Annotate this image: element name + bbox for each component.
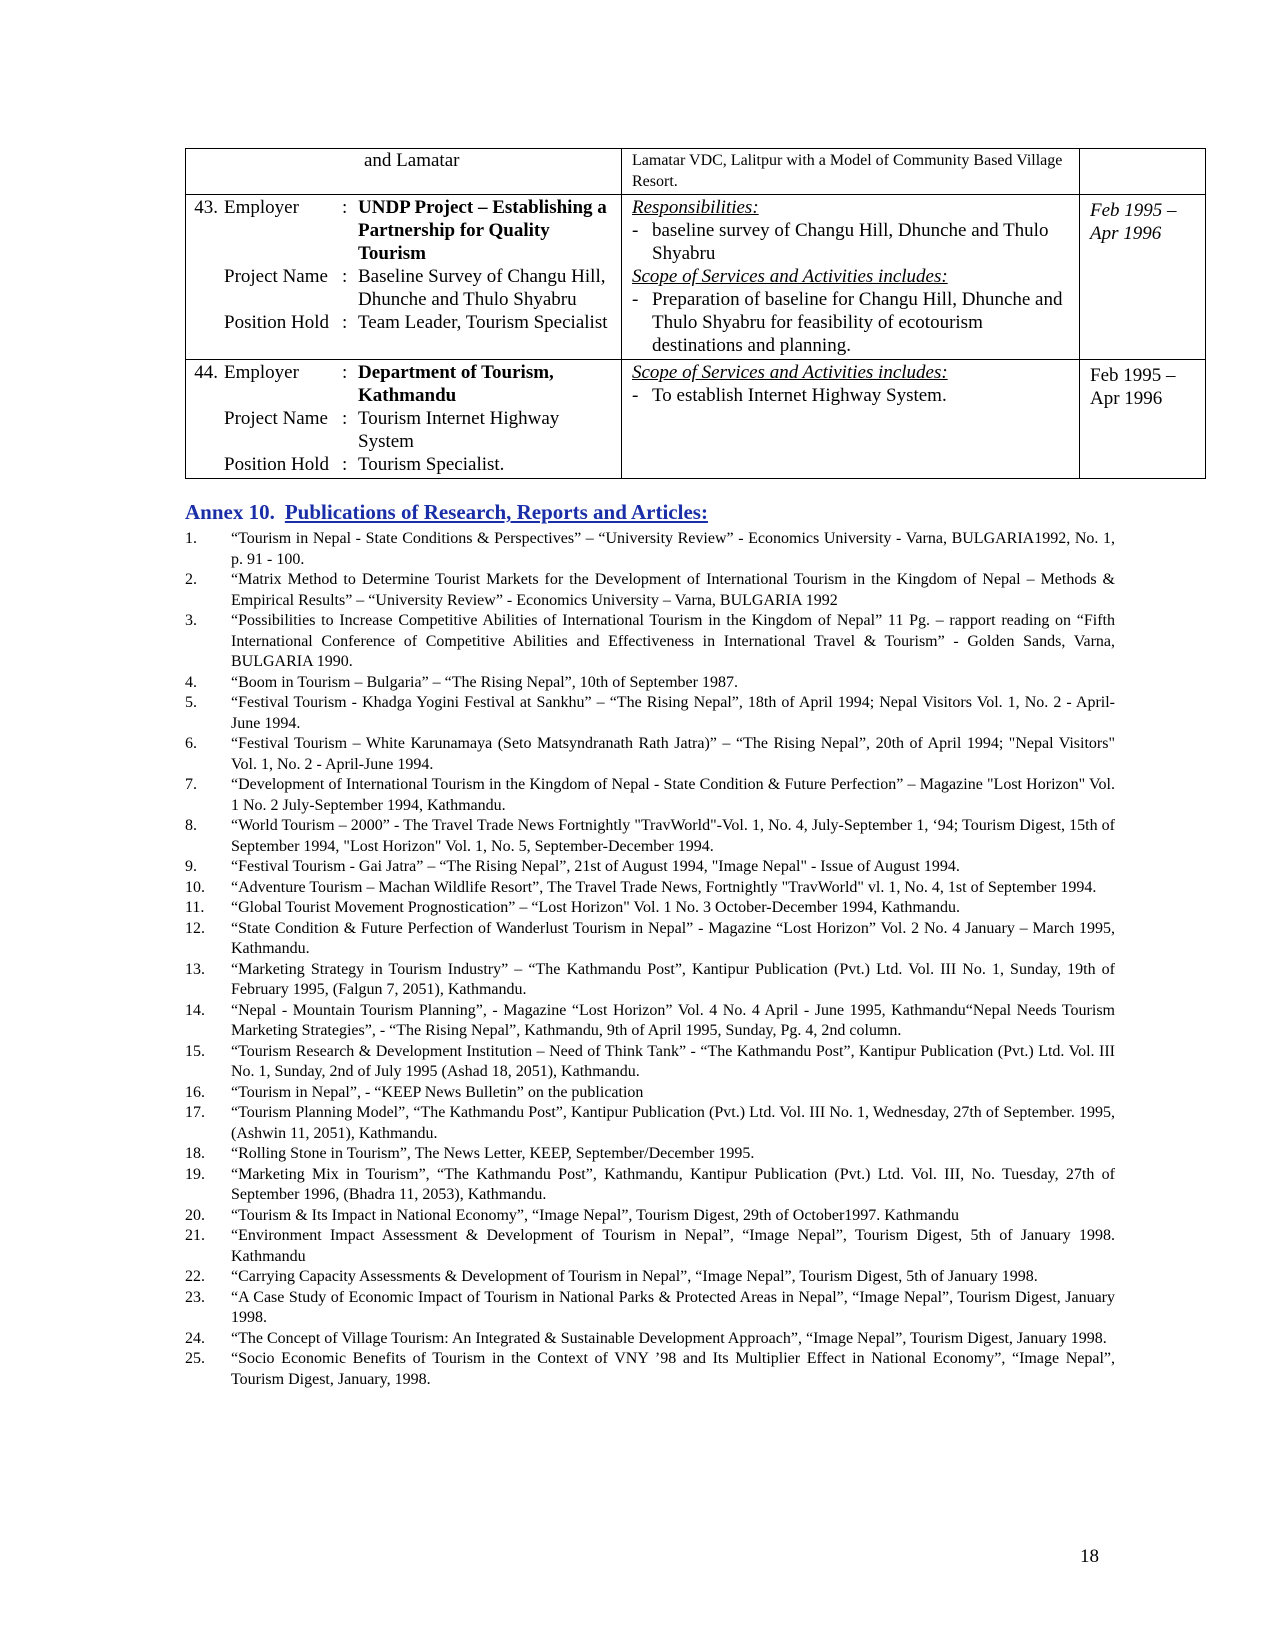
employer-label: Employer bbox=[224, 362, 299, 383]
annex-label: Annex 10. bbox=[185, 500, 275, 524]
description-block bbox=[622, 360, 1079, 409]
publication-text: “Festival Tourism - Gai Jatra” – “The Rising Nepal”, 21st of August 1994, "Image Nepal" - Issue of August 1994. bbox=[231, 858, 960, 875]
table-row bbox=[186, 149, 1206, 195]
publication-item bbox=[185, 1001, 1115, 1042]
publication-number: 25. bbox=[185, 1350, 205, 1367]
scope-text: Preparation of baseline for Changu Hill, Dhunche and Thulo Shyabru for feasibility of ecotourism destinations and planning. bbox=[652, 289, 1063, 356]
scope-heading: Scope of Services and Activities includes: bbox=[632, 362, 948, 383]
period-text: Feb 1995 – Apr 1996 bbox=[1090, 365, 1176, 409]
publication-number: 1. bbox=[185, 530, 197, 547]
publication-item bbox=[185, 1042, 1115, 1083]
publication-text: “Tourism Planning Model”, “The Kathmandu Post”, Kantipur Publication (Pvt.) Ltd. Vol. III No. 1, Wednesday, 27th of September. 1995, (Ashwin 11, 2051), Kathmandu. bbox=[231, 1104, 1115, 1142]
period-cell bbox=[1080, 195, 1206, 360]
publication-item bbox=[185, 1329, 1115, 1350]
dash-bullet: - bbox=[632, 385, 639, 406]
publication-item bbox=[185, 1103, 1115, 1144]
employer-entry bbox=[186, 195, 621, 336]
publication-number: 17. bbox=[185, 1104, 205, 1121]
project-cell bbox=[186, 149, 622, 195]
position-value: Team Leader, Tourism Specialist bbox=[358, 312, 608, 333]
project-value: Tourism Internet Highway System bbox=[358, 408, 560, 452]
publication-text: “Possibilities to Increase Competitive Abilities of International Tourism in the Kingdom of Nepal” 11 Pg. – rapport reading on “Fifth International Conference of Competitive Abilities and Effectiveness in International Travel & Tourism” - Golden Sands, Varna, BULGARIA 1990. bbox=[231, 612, 1115, 670]
publication-item bbox=[185, 1083, 1115, 1104]
employer-entry bbox=[186, 360, 621, 478]
publication-text: “Adventure Tourism – Machan Wildlife Resort”, The Travel Trade News, Fortnightly "TravWorld" vl. 1, No. 4, 1st of September 1994. bbox=[231, 878, 1097, 896]
row-number: 44. bbox=[194, 362, 218, 383]
publication-number: 13. bbox=[185, 960, 205, 978]
publication-text: “Environment Impact Assessment & Development of Tourism in Nepal”, “Image Nepal”, Tourism Digest, 5th of January 1998. Kathmandu bbox=[231, 1227, 1115, 1265]
publication-text: “Rolling Stone in Tourism”, The News Letter, KEEP, September/December 1995. bbox=[231, 1145, 755, 1162]
scope-text: To establish Internet Highway System. bbox=[652, 385, 947, 406]
publication-number: 8. bbox=[185, 817, 197, 834]
description-cell bbox=[622, 149, 1080, 195]
publication-item bbox=[185, 570, 1115, 611]
publication-item bbox=[185, 1144, 1115, 1165]
publication-text: “Festival Tourism - Khadga Yogini Festival at Sankhu” – “The Rising Nepal”, 18th of April 1994; Nepal Visitors Vol. 1, No. 2 - April-June 1994. bbox=[231, 694, 1115, 732]
publication-number: 15. bbox=[185, 1042, 205, 1060]
publication-number: 11. bbox=[185, 899, 205, 916]
publication-number: 14. bbox=[185, 1001, 205, 1019]
publication-text: “Matrix Method to Determine Tourist Markets for the Development of International Tourism in the Kingdom of Nepal – Methods & Empirical Results” – “University Review” - Economics University – Varna, BULGARIA 1992 bbox=[231, 571, 1115, 609]
employment-table bbox=[185, 148, 1206, 479]
publication-item bbox=[185, 734, 1115, 775]
publication-text: “Carrying Capacity Assessments & Development of Tourism in Nepal”, “Image Nepal”, Tourism Digest, 5th of January 1998. bbox=[231, 1268, 1038, 1285]
publication-number: 20. bbox=[185, 1206, 205, 1224]
publication-item bbox=[185, 857, 1115, 878]
row-number: 43. bbox=[194, 197, 218, 218]
publication-number: 23. bbox=[185, 1288, 205, 1306]
publication-number: 12. bbox=[185, 919, 205, 937]
colon: : bbox=[342, 362, 348, 383]
publication-text: “A Case Study of Economic Impact of Tourism in National Parks & Protected Areas in Nepal”, “Image Nepal”, Tourism Digest, January 1998. bbox=[231, 1288, 1115, 1326]
publication-number: 3. bbox=[185, 612, 197, 629]
list-item bbox=[632, 219, 1073, 265]
publication-item bbox=[185, 693, 1115, 734]
project-cell bbox=[186, 195, 622, 360]
description-block bbox=[622, 195, 1079, 359]
table-row bbox=[186, 360, 1206, 479]
description-cell bbox=[622, 360, 1080, 479]
publication-number: 10. bbox=[185, 878, 205, 896]
employer-label: Employer bbox=[224, 197, 299, 218]
scope-heading: Scope of Services and Activities includes: bbox=[632, 266, 948, 287]
publication-number: 4. bbox=[185, 673, 197, 691]
publication-number: 19. bbox=[185, 1165, 205, 1183]
publication-item bbox=[185, 1288, 1115, 1329]
publication-item bbox=[185, 1349, 1115, 1390]
dash-bullet: - bbox=[632, 220, 639, 241]
publications-list bbox=[185, 529, 1115, 1390]
publication-text: “World Tourism – 2000” - The Travel Trade News Fortnightly "TravWorld"-Vol. 1, No. 4, July-September 1, ‘94; Tourism Digest, 15th of September 1994, "Lost Horizon" Vol. 1, No. 5, September-December 1994. bbox=[231, 817, 1115, 855]
dash-bullet: - bbox=[632, 289, 639, 310]
employer-value: Department of Tourism, Kathmandu bbox=[358, 362, 554, 406]
colon: : bbox=[342, 408, 348, 429]
publication-item bbox=[185, 878, 1115, 899]
period-cell bbox=[1080, 360, 1206, 479]
publication-item bbox=[185, 1226, 1115, 1267]
publication-number: 5. bbox=[185, 694, 197, 711]
description-text: Lamatar VDC, Lalitpur with a Model of Community Based Village Resort. bbox=[632, 152, 1063, 190]
publication-text: “Marketing Mix in Tourism”, “The Kathmandu Post”, Kathmandu, Kantipur Publication (Pvt.) Ltd. Vol. III, No. Tuesday, 27th of September 1996, (Bhadra 11, 2053), Kathmandu. bbox=[231, 1165, 1115, 1203]
publication-number: 16. bbox=[185, 1083, 205, 1101]
publication-text: “Tourism in Nepal - State Conditions & Perspectives” – “University Review” - Economics University - Varna, BULGARIA1992, No. 1, p. 91 - 100. bbox=[231, 530, 1115, 568]
annex-heading bbox=[185, 500, 708, 525]
annex-title-link[interactable]: Publications of Research, Reports and Articles: bbox=[284, 500, 708, 524]
publication-item bbox=[185, 960, 1115, 1001]
project-cell bbox=[186, 360, 622, 479]
publication-item bbox=[185, 611, 1115, 673]
project-label: Project Name bbox=[224, 266, 328, 287]
project-value: Baseline Survey of Changu Hill, Dhunche and Thulo Shyabru bbox=[358, 266, 606, 310]
colon: : bbox=[342, 312, 348, 333]
publication-text: “Global Tourist Movement Prognostication” – “Lost Horizon" Vol. 1 No. 3 October-December 1994, Kathmandu. bbox=[231, 899, 960, 916]
publication-item bbox=[185, 673, 1115, 694]
publication-number: 7. bbox=[185, 776, 197, 793]
publication-number: 9. bbox=[185, 858, 197, 875]
publication-text: “Development of International Tourism in the Kingdom of Nepal - State Condition & Future Perfection” – Magazine "Lost Horizon" Vol. 1 No. 2 July-September 1994, Kathmandu. bbox=[231, 776, 1115, 814]
project-name-continuation: and Lamatar bbox=[364, 150, 460, 171]
publication-item bbox=[185, 816, 1115, 857]
employer-value: UNDP Project – Establishing a Partnership for Quality Tourism bbox=[358, 197, 607, 264]
publication-item bbox=[185, 919, 1115, 960]
page-number: 18 bbox=[1080, 1546, 1099, 1567]
publication-number: 24. bbox=[185, 1329, 205, 1347]
publication-item bbox=[185, 1206, 1115, 1227]
project-label: Project Name bbox=[224, 408, 328, 429]
publication-text: “Tourism Research & Development Institution – Need of Think Tank” - “The Kathmandu Post”, Kantipur Publication (Pvt.) Ltd. Vol. III No. 1, Sunday, 2nd of July 1995 (Ashad 18, 2051), Kathmandu. bbox=[231, 1042, 1115, 1080]
colon: : bbox=[342, 266, 348, 287]
publication-text: “Tourism & Its Impact in National Economy”, “Image Nepal”, Tourism Digest, 29th of October1997. Kathmandu bbox=[231, 1206, 959, 1224]
responsibility-text: baseline survey of Changu Hill, Dhunche and Thulo Shyabru bbox=[652, 220, 1049, 264]
publication-text: “Socio Economic Benefits of Tourism in the Context of VNY ’98 and Its Multiplier Effect in National Economy”, “Image Nepal”, Tourism Digest, January, 1998. bbox=[231, 1350, 1115, 1388]
publication-number: 22. bbox=[185, 1268, 205, 1285]
responsibilities-heading: Responsibilities: bbox=[632, 197, 759, 218]
publication-text: “Tourism in Nepal”, - “KEEP News Bulletin” on the publication bbox=[231, 1083, 644, 1101]
publication-text: “Festival Tourism – White Karunamaya (Seto Matsyndranath Rath Jatra)” – “The Rising Nepal”, 20th of April 1994; "Nepal Visitors" Vol. 1, No. 2 - April-June 1994. bbox=[231, 735, 1115, 773]
publication-item bbox=[185, 775, 1115, 816]
publication-text: “Nepal - Mountain Tourism Planning”, - Magazine “Lost Horizon” Vol. 4 No. 4 April - June 1995, Kathmandu“Nepal Needs Tourism Marketing Strategies”, - “The Rising Nepal”, Kathmandu, 9th of April 1995, Sunday, Pg. 4, 2nd column. bbox=[231, 1001, 1115, 1039]
period-cell bbox=[1080, 149, 1206, 195]
position-label: Position Hold bbox=[224, 454, 330, 475]
publication-text: “Marketing Strategy in Tourism Industry” – “The Kathmandu Post”, Kantipur Publication (Pvt.) Ltd. Vol. III No. 1, Sunday, 19th of February 1995, (Falgun 7, 2051), Kathmandu. bbox=[231, 960, 1115, 998]
publication-number: 18. bbox=[185, 1145, 205, 1162]
publication-item bbox=[185, 1165, 1115, 1206]
period-text: Feb 1995 – Apr 1996 bbox=[1090, 200, 1177, 244]
publication-item bbox=[185, 1267, 1115, 1288]
publication-text: “Boom in Tourism – Bulgaria” – “The Rising Nepal”, 10th of September 1987. bbox=[231, 673, 738, 691]
publication-number: 6. bbox=[185, 735, 197, 752]
list-item bbox=[632, 384, 1073, 407]
publication-text: “State Condition & Future Perfection of Wanderlust Tourism in Nepal” - Magazine “Lost Horizon” Vol. 2 No. 4 January – March 1995, Kathmandu. bbox=[231, 919, 1115, 957]
colon: : bbox=[342, 197, 348, 218]
description-cell bbox=[622, 195, 1080, 360]
publication-text: “The Concept of Village Tourism: An Integrated & Sustainable Development Approach”, “Image Nepal”, Tourism Digest, January 1998. bbox=[231, 1329, 1107, 1347]
publication-item bbox=[185, 529, 1115, 570]
list-item bbox=[632, 288, 1073, 357]
colon: : bbox=[342, 454, 348, 475]
table-row bbox=[186, 195, 1206, 360]
publication-item bbox=[185, 898, 1115, 919]
position-label: Position Hold bbox=[224, 312, 330, 333]
publication-number: 21. bbox=[185, 1227, 205, 1244]
position-value: Tourism Specialist. bbox=[358, 454, 505, 475]
publication-number: 2. bbox=[185, 571, 197, 588]
